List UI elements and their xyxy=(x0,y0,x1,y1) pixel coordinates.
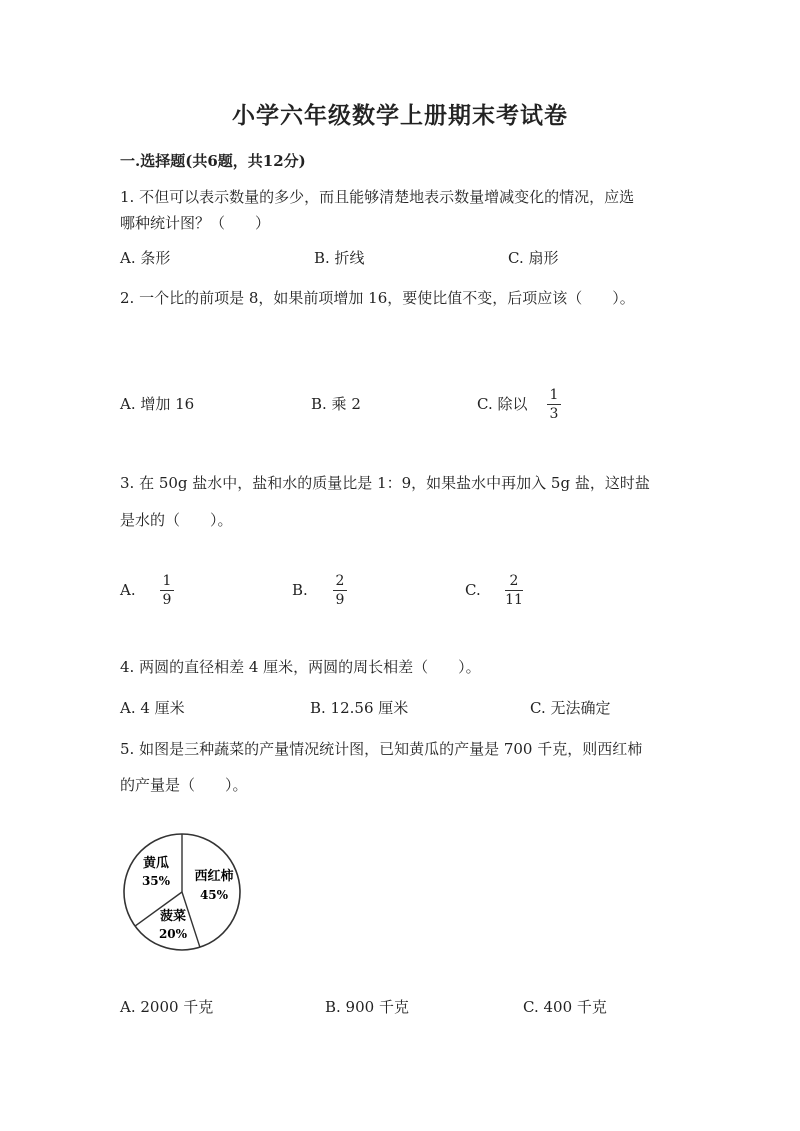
fraction-bar xyxy=(160,590,174,591)
fraction-bar xyxy=(333,590,347,591)
pie-label-spinach: 菠菜 xyxy=(159,909,187,924)
question-3-option-a-fraction xyxy=(160,573,174,608)
question-1-option-c[interactable]: C. 扇形 xyxy=(508,249,559,267)
question-5-option-b[interactable]: B. 900 千克 xyxy=(325,998,409,1016)
fraction-numerator: 1 xyxy=(549,387,559,403)
question-4-option-c[interactable]: C. 无法确定 xyxy=(530,699,611,717)
vegetable-pie-chart xyxy=(118,828,248,958)
question-4-option-a[interactable]: A. 4 厘米 xyxy=(120,699,185,717)
section-heading: 一.选择题(共6题，共12分) xyxy=(120,152,306,170)
question-2-line-1: 2. 一个比的前项是 8，如果前项增加 16，要使比值不变，后项应该（ ）。 xyxy=(120,289,635,307)
pie-label-tomato: 西红柿 xyxy=(194,869,234,884)
fraction-numerator: 2 xyxy=(335,573,345,589)
page-title: 小学六年级数学上册期末考试卷 xyxy=(232,102,568,129)
fraction-denominator: 11 xyxy=(505,592,523,608)
question-2-option-c[interactable]: C. 除以 xyxy=(477,395,528,413)
question-3-option-b-fraction xyxy=(333,573,347,608)
question-5-line-1: 5. 如图是三种蔬菜的产量情况统计图，已知黄瓜的产量是 700 千克，则西红柿 xyxy=(120,740,643,758)
question-5-option-c[interactable]: C. 400 千克 xyxy=(523,998,607,1016)
fraction-denominator: 3 xyxy=(549,406,559,422)
question-1-line-2: 哪种统计图？（ ） xyxy=(120,214,271,232)
question-4-line-1: 4. 两圆的直径相差 4 厘米，两圆的周长相差（ ）。 xyxy=(120,658,481,676)
question-1-option-a[interactable]: A. 条形 xyxy=(120,249,171,267)
question-5-option-a[interactable]: A. 2000 千克 xyxy=(120,998,214,1016)
fraction-denominator: 9 xyxy=(162,592,172,608)
question-3-line-2: 是水的（ ）。 xyxy=(120,511,233,529)
pie-percent-spinach: 20% xyxy=(158,927,188,941)
fraction-numerator: 1 xyxy=(162,573,172,589)
question-4-option-b[interactable]: B. 12.56 厘米 xyxy=(310,699,409,717)
question-3-option-a[interactable]: A. xyxy=(120,581,136,599)
pie-percent-tomato: 45% xyxy=(199,888,229,902)
question-3-option-b[interactable]: B. xyxy=(292,581,308,599)
fraction-denominator: 9 xyxy=(335,592,345,608)
question-2-option-a[interactable]: A. 增加 16 xyxy=(120,395,195,413)
question-3-option-c[interactable]: C. xyxy=(465,581,481,599)
pie-label-cucumber: 黄瓜 xyxy=(142,856,170,871)
fraction-numerator: 2 xyxy=(509,573,519,589)
fraction-bar xyxy=(547,404,561,405)
question-2-option-c-fraction xyxy=(547,387,561,422)
question-1-line-1: 1. 不但可以表示数量的多少，而且能够清楚地表示数量增减变化的情况，应选 xyxy=(120,188,635,206)
question-3-line-1: 3. 在 50g 盐水中，盐和水的质量比是 1：9，如果盐水中再加入 5g 盐，这时盐 xyxy=(120,474,650,492)
fraction-bar xyxy=(505,590,523,591)
question-5-line-2: 的产量是（ ）。 xyxy=(120,776,248,794)
question-1-option-b[interactable]: B. 折线 xyxy=(314,249,365,267)
pie-percent-cucumber: 35% xyxy=(141,874,171,888)
question-3-option-c-fraction xyxy=(505,573,523,608)
question-2-option-b[interactable]: B. 乘 2 xyxy=(311,395,361,413)
